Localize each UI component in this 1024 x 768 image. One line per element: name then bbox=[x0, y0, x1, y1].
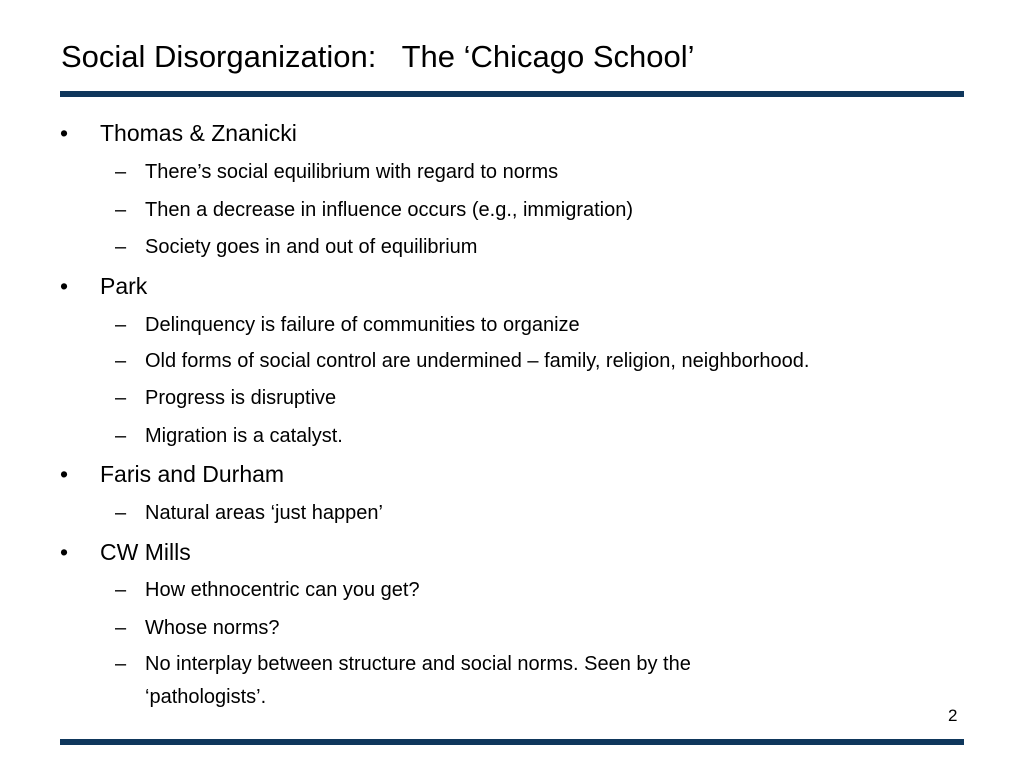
sub-bullet-marker: – bbox=[115, 502, 127, 524]
slide-title: Social Disorganization: The ‘Chicago School’ bbox=[61, 39, 695, 74]
sub-bullet-text: Then a decrease in influence occurs (e.g., immigration) bbox=[145, 199, 634, 221]
sub-bullet-marker: – bbox=[115, 199, 127, 221]
sub-bullet-item bbox=[115, 313, 580, 337]
bullet-item bbox=[60, 460, 285, 488]
sub-bullet-marker: – bbox=[115, 314, 127, 336]
sub-bullet-item bbox=[115, 652, 691, 676]
slide-number: 2 bbox=[948, 706, 958, 725]
sub-bullet-text: ‘pathologists’. bbox=[145, 686, 267, 708]
bullet-marker: • bbox=[60, 120, 69, 146]
sub-bullet-marker: – bbox=[115, 236, 127, 258]
sub-bullet-text: Society goes in and out of equilibrium bbox=[145, 236, 478, 258]
bullet-text: Thomas & Znanicki bbox=[100, 120, 297, 146]
sub-bullet-text: No interplay between structure and social norms. Seen by the bbox=[145, 653, 691, 675]
bullet-marker: • bbox=[60, 273, 69, 299]
footer-divider bbox=[60, 739, 964, 745]
sub-bullet-text: How ethnocentric can you get? bbox=[145, 579, 420, 601]
sub-bullet-item bbox=[115, 578, 420, 602]
bullet-marker: • bbox=[60, 461, 69, 487]
sub-bullet-item bbox=[115, 501, 383, 525]
sub-bullet-marker: – bbox=[115, 161, 127, 183]
bullet-text: Faris and Durham bbox=[100, 461, 285, 487]
sub-bullet-marker: – bbox=[115, 425, 127, 447]
sub-bullet-item bbox=[115, 235, 478, 259]
sub-bullet-item bbox=[115, 616, 280, 640]
sub-bullet-item bbox=[115, 424, 343, 448]
sub-bullet-text: Delinquency is failure of communities to organize bbox=[145, 314, 580, 336]
sub-bullet-text: Migration is a catalyst. bbox=[145, 425, 343, 447]
bullet-item bbox=[60, 272, 148, 300]
bullet-item bbox=[60, 538, 191, 566]
sub-bullet-marker: – bbox=[115, 653, 127, 675]
sub-bullet-item bbox=[115, 349, 810, 373]
sub-bullet-marker: – bbox=[115, 617, 127, 639]
sub-bullet-text: Progress is disruptive bbox=[145, 387, 337, 409]
sub-bullet-marker: – bbox=[115, 387, 127, 409]
sub-bullet-text: Old forms of social control are undermined – family, religion, neighborhood. bbox=[145, 350, 810, 372]
sub-bullet-marker: – bbox=[115, 350, 127, 372]
bullet-item bbox=[60, 119, 297, 147]
sub-bullet-text: Whose norms? bbox=[145, 617, 280, 639]
sub-bullet-continuation bbox=[145, 685, 266, 709]
sub-bullet-item bbox=[115, 198, 634, 222]
sub-bullet-text: There’s social equilibrium with regard to norms bbox=[145, 161, 559, 183]
bullet-marker: • bbox=[60, 539, 69, 565]
sub-bullet-item bbox=[115, 160, 559, 184]
bullet-text: CW Mills bbox=[100, 539, 191, 565]
bullet-text: Park bbox=[100, 273, 148, 299]
sub-bullet-marker: – bbox=[115, 579, 127, 601]
sub-bullet-text: Natural areas ‘just happen’ bbox=[145, 502, 383, 524]
sub-bullet-item bbox=[115, 386, 337, 410]
